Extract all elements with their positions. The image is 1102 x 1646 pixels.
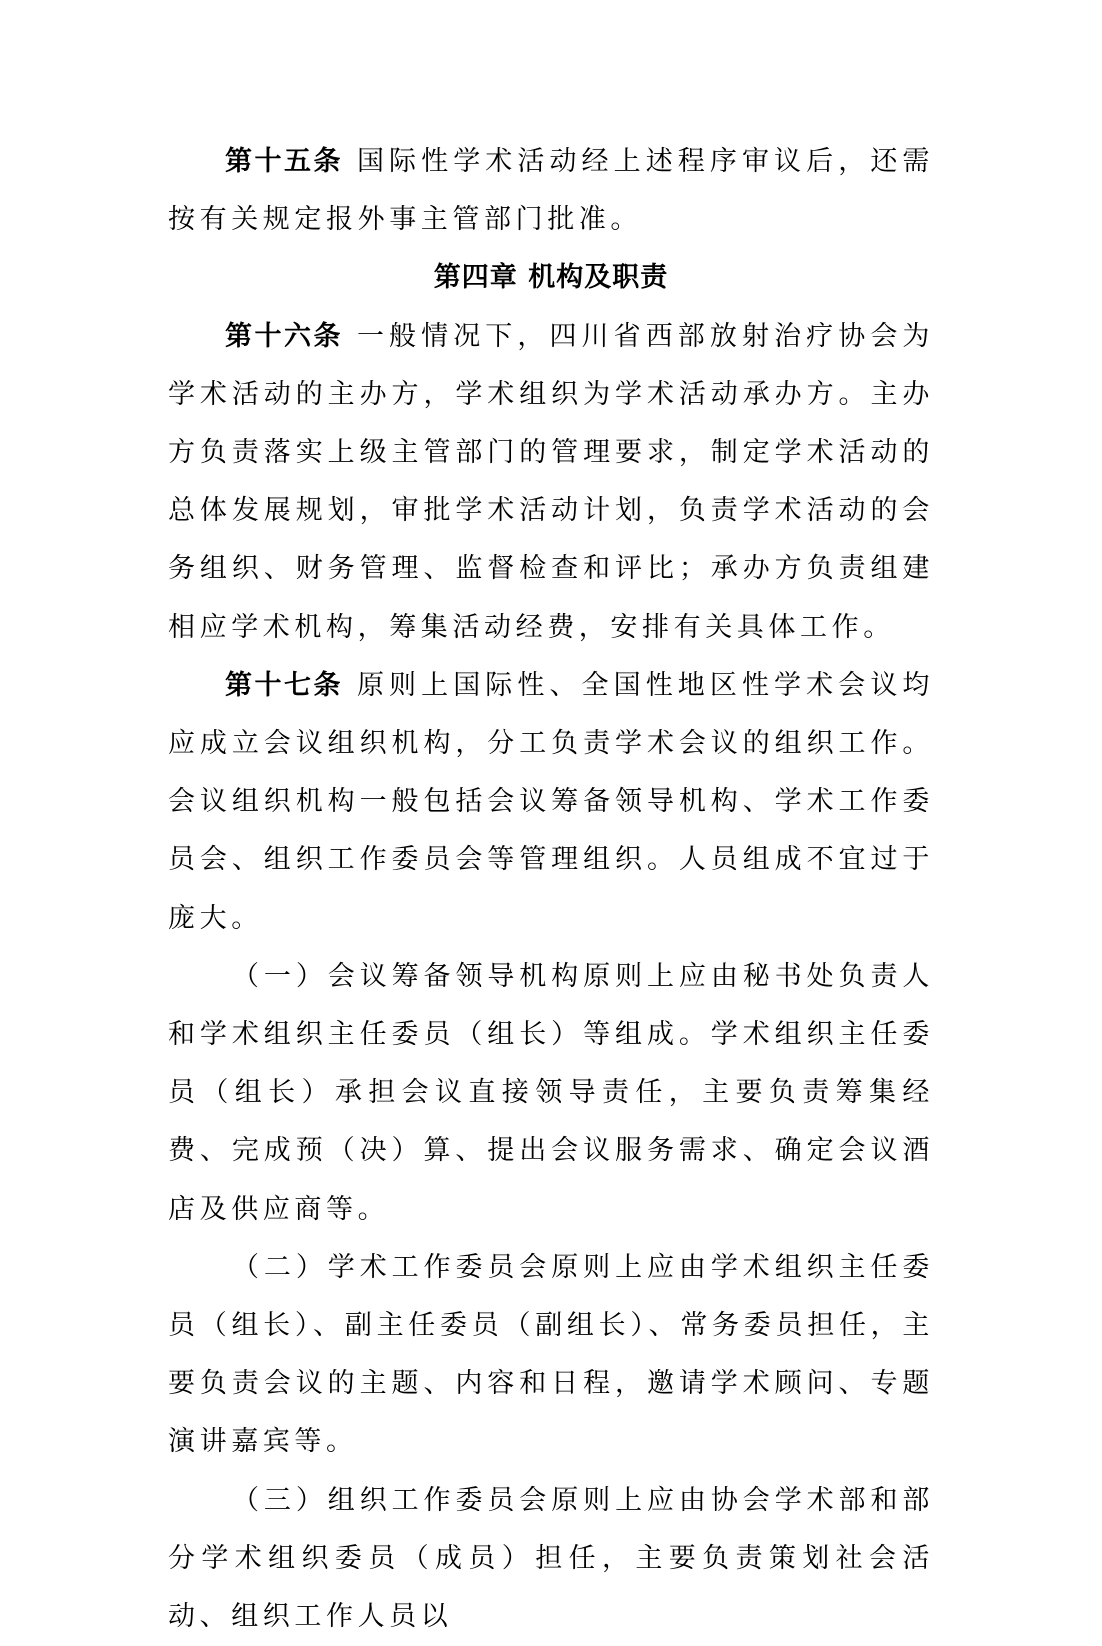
article-16-text: 一般情况下，四川省西部放射治疗协会为学术活动的主办方，学术组织为学术活动承办方。主办方负责落实上级主管部门的管理要求，制定学术活动的总体发展规划，审批学术活动计划，负责学术活动的会务组织、财务管理、监督检查和评比；承办方负责组建相应学术机构，筹集活动经费，安排有关具体工作。 [168, 320, 934, 643]
article-17-text: 原则上国际性、全国性地区性学术会议均应成立会议组织机构，分工负责学术会议的组织工作。会议组织机构一般包括会议筹备领导机构、学术工作委员会、组织工作委员会等管理组织。人员组成不宜过于庞大。 [168, 669, 934, 934]
article-15 [168, 133, 934, 249]
article-17-item-2: （二）学术工作委员会原则上应由学术组织主任委员（组长）、副主任委员（副组长）、常务委员担任，主要负责会议的主题、内容和日程，邀请学术顾问、专题演讲嘉宾等。 [168, 1251, 934, 1458]
article-17-item-1: （一）会议筹备领导机构原则上应由秘书处负责人和学术组织主任委员（组长）等组成。学术组织主任委员（组长）承担会议直接领导责任，主要负责筹集经费、完成预（决）算、提出会议服务需求、确定会议酒店及供应商等。 [168, 960, 934, 1225]
article-17 [168, 657, 934, 948]
article-15-text: 国际性学术活动经上述程序审议后，还需按有关规定报外事主管部门批准。 [168, 146, 934, 236]
article-16-label: 第十六条 [225, 320, 343, 352]
article-17-item-3: （三）组织工作委员会原则上应由协会学术部和部分学术组织委员（成员）担任，主要负责策划社会活动、组织工作人员以 [168, 1484, 934, 1633]
document-body [168, 133, 934, 1646]
article-17-label: 第十七条 [225, 669, 343, 701]
article-16 [168, 308, 934, 657]
chapter-4-heading: 第四章 机构及职责 [433, 262, 669, 294]
article-15-label: 第十五条 [225, 146, 343, 177]
